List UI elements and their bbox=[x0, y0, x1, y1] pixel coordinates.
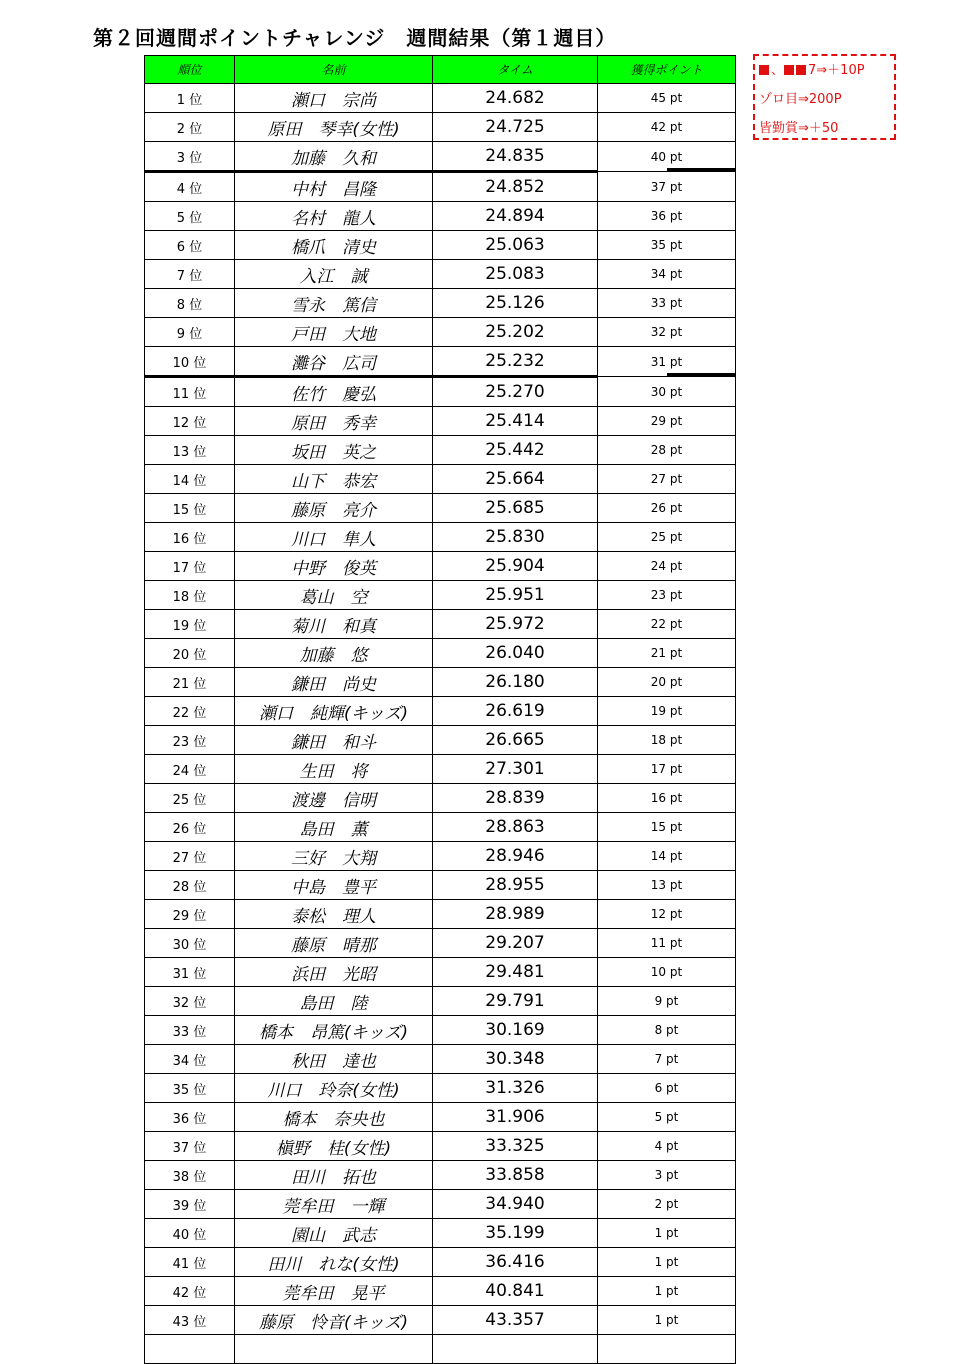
rank-cell: 23 位 bbox=[145, 726, 235, 755]
name-cell: 菊川 和真 bbox=[235, 610, 433, 639]
time-cell bbox=[433, 1335, 598, 1364]
points-cell: 45 pt bbox=[598, 84, 736, 113]
table-row bbox=[145, 202, 736, 231]
table-row bbox=[145, 784, 736, 813]
table-row bbox=[145, 1248, 736, 1277]
time-cell: 30.169 bbox=[433, 1016, 598, 1045]
name-cell: 田川 拓也 bbox=[235, 1161, 433, 1190]
name-cell: 加藤 久和 bbox=[235, 142, 433, 172]
rank-cell: 9 位 bbox=[145, 318, 235, 347]
name-cell: 戸田 大地 bbox=[235, 318, 433, 347]
time-cell: 34.940 bbox=[433, 1190, 598, 1219]
time-cell: 43.357 bbox=[433, 1306, 598, 1335]
rank-cell: 17 位 bbox=[145, 552, 235, 581]
points-cell: 42 pt bbox=[598, 113, 736, 142]
rank-cell: 34 位 bbox=[145, 1045, 235, 1074]
time-cell: 30.348 bbox=[433, 1045, 598, 1074]
rank-cell: 20 位 bbox=[145, 639, 235, 668]
points-cell: 3 pt bbox=[598, 1161, 736, 1190]
name-cell: 生田 将 bbox=[235, 755, 433, 784]
time-cell: 25.202 bbox=[433, 318, 598, 347]
time-cell: 24.894 bbox=[433, 202, 598, 231]
rank-cell: 7 位 bbox=[145, 260, 235, 289]
time-cell: 31.326 bbox=[433, 1074, 598, 1103]
name-cell: 灘谷 広司 bbox=[235, 347, 433, 377]
rank-cell: 8 位 bbox=[145, 289, 235, 318]
name-cell: 川口 隼人 bbox=[235, 523, 433, 552]
table-row bbox=[145, 1306, 736, 1335]
name-cell bbox=[235, 1335, 433, 1364]
points-cell: 1 pt bbox=[598, 1219, 736, 1248]
table-row bbox=[145, 668, 736, 697]
points-cell: 37 pt bbox=[598, 172, 736, 202]
name-cell: 入江 誠 bbox=[235, 260, 433, 289]
points-cell: 17 pt bbox=[598, 755, 736, 784]
table-row bbox=[145, 347, 736, 377]
rank-cell: 1 位 bbox=[145, 84, 235, 113]
time-cell: 25.083 bbox=[433, 260, 598, 289]
points-cell: 35 pt bbox=[598, 231, 736, 260]
rank-cell: 24 位 bbox=[145, 755, 235, 784]
name-cell: 藤原 怜音(キッズ) bbox=[235, 1306, 433, 1335]
table-row bbox=[145, 1074, 736, 1103]
time-cell: 25.414 bbox=[433, 407, 598, 436]
points-cell: 13 pt bbox=[598, 871, 736, 900]
name-cell: 田川 れな(女性) bbox=[235, 1248, 433, 1277]
name-cell: 名村 龍人 bbox=[235, 202, 433, 231]
rank-cell: 5 位 bbox=[145, 202, 235, 231]
red-square-icon bbox=[759, 65, 769, 75]
name-cell: 泰松 理人 bbox=[235, 900, 433, 929]
points-cell: 22 pt bbox=[598, 610, 736, 639]
table-row bbox=[145, 726, 736, 755]
name-cell: 藤原 亮介 bbox=[235, 494, 433, 523]
table-row bbox=[145, 113, 736, 142]
red-square-icon bbox=[784, 65, 794, 75]
table-row bbox=[145, 172, 736, 202]
points-cell: 6 pt bbox=[598, 1074, 736, 1103]
bonus-notes-box bbox=[753, 54, 896, 140]
points-cell: 19 pt bbox=[598, 697, 736, 726]
points-cell: 9 pt bbox=[598, 987, 736, 1016]
table-row bbox=[145, 523, 736, 552]
rank-cell: 41 位 bbox=[145, 1248, 235, 1277]
points-cell: 5 pt bbox=[598, 1103, 736, 1132]
rank-cell: 6 位 bbox=[145, 231, 235, 260]
rank-cell: 16 位 bbox=[145, 523, 235, 552]
name-cell: 鎌田 和斗 bbox=[235, 726, 433, 755]
points-cell: 14 pt bbox=[598, 842, 736, 871]
page-title: 第２回週間ポイントチャレンジ 週間結果（第１週目） bbox=[93, 26, 617, 50]
time-cell: 26.180 bbox=[433, 668, 598, 697]
table-row bbox=[145, 84, 736, 113]
points-cell: 23 pt bbox=[598, 581, 736, 610]
time-cell: 26.619 bbox=[433, 697, 598, 726]
time-cell: 40.841 bbox=[433, 1277, 598, 1306]
name-cell: 槇野 桂(女性) bbox=[235, 1132, 433, 1161]
time-cell: 25.951 bbox=[433, 581, 598, 610]
rank-cell: 3 位 bbox=[145, 142, 235, 172]
time-cell: 25.685 bbox=[433, 494, 598, 523]
name-cell: 橋本 昂篤(キッズ) bbox=[235, 1016, 433, 1045]
rank-cell: 33 位 bbox=[145, 1016, 235, 1045]
time-cell: 24.852 bbox=[433, 172, 598, 202]
time-cell: 29.481 bbox=[433, 958, 598, 987]
rank-cell: 4 位 bbox=[145, 172, 235, 202]
table-row bbox=[145, 929, 736, 958]
name-cell: 浜田 光昭 bbox=[235, 958, 433, 987]
table-row bbox=[145, 581, 736, 610]
rank-cell: 36 位 bbox=[145, 1103, 235, 1132]
points-cell: 20 pt bbox=[598, 668, 736, 697]
time-cell: 25.442 bbox=[433, 436, 598, 465]
table-row bbox=[145, 407, 736, 436]
bonus-note-1 bbox=[759, 58, 890, 87]
points-cell: 34 pt bbox=[598, 260, 736, 289]
name-cell: 橋本 奈央也 bbox=[235, 1103, 433, 1132]
name-cell: 中野 俊英 bbox=[235, 552, 433, 581]
rank-cell: 10 位 bbox=[145, 347, 235, 377]
points-cell: 24 pt bbox=[598, 552, 736, 581]
table-row bbox=[145, 871, 736, 900]
table-row bbox=[145, 318, 736, 347]
points-cell: 21 pt bbox=[598, 639, 736, 668]
time-cell: 26.040 bbox=[433, 639, 598, 668]
red-square-icon bbox=[796, 65, 806, 75]
table-row bbox=[145, 1103, 736, 1132]
rank-cell: 21 位 bbox=[145, 668, 235, 697]
name-cell: 橋爪 清史 bbox=[235, 231, 433, 260]
table-row bbox=[145, 231, 736, 260]
time-cell: 28.946 bbox=[433, 842, 598, 871]
rank-cell: 32 位 bbox=[145, 987, 235, 1016]
time-cell: 28.839 bbox=[433, 784, 598, 813]
rank-cell: 27 位 bbox=[145, 842, 235, 871]
table-row bbox=[145, 1190, 736, 1219]
bonus-note-2: ゾロ目⇒200P bbox=[759, 92, 842, 107]
rank-cell: 31 位 bbox=[145, 958, 235, 987]
results-body bbox=[145, 84, 736, 1364]
table-row bbox=[145, 697, 736, 726]
points-cell: 18 pt bbox=[598, 726, 736, 755]
rank-cell: 42 位 bbox=[145, 1277, 235, 1306]
rank-cell: 25 位 bbox=[145, 784, 235, 813]
rank-cell: 43 位 bbox=[145, 1306, 235, 1335]
table-row bbox=[145, 465, 736, 494]
bonus-note-1-sep: 、 bbox=[771, 63, 785, 78]
table-row bbox=[145, 900, 736, 929]
time-cell: 25.126 bbox=[433, 289, 598, 318]
rank-cell: 26 位 bbox=[145, 813, 235, 842]
name-cell: 中島 豊平 bbox=[235, 871, 433, 900]
rank-cell: 18 位 bbox=[145, 581, 235, 610]
table-row bbox=[145, 1335, 736, 1364]
name-cell: 川口 玲奈(女性) bbox=[235, 1074, 433, 1103]
time-cell: 36.416 bbox=[433, 1248, 598, 1277]
points-cell: 1 pt bbox=[598, 1277, 736, 1306]
rank-cell: 29 位 bbox=[145, 900, 235, 929]
time-cell: 28.989 bbox=[433, 900, 598, 929]
name-cell: 葛山 空 bbox=[235, 581, 433, 610]
name-cell: 渡邊 信明 bbox=[235, 784, 433, 813]
table-row bbox=[145, 1016, 736, 1045]
time-cell: 33.858 bbox=[433, 1161, 598, 1190]
table-row bbox=[145, 842, 736, 871]
points-cell: 27 pt bbox=[598, 465, 736, 494]
bonus-note-3: 皆勤賞⇒＋50 bbox=[759, 121, 839, 136]
table-row bbox=[145, 377, 736, 407]
points-cell: 7 pt bbox=[598, 1045, 736, 1074]
table-row bbox=[145, 494, 736, 523]
time-cell: 28.863 bbox=[433, 813, 598, 842]
results-table bbox=[144, 55, 736, 1364]
time-cell: 27.301 bbox=[433, 755, 598, 784]
points-cell: 2 pt bbox=[598, 1190, 736, 1219]
points-cell: 32 pt bbox=[598, 318, 736, 347]
name-cell: 坂田 英之 bbox=[235, 436, 433, 465]
points-cell: 4 pt bbox=[598, 1132, 736, 1161]
points-cell: 28 pt bbox=[598, 436, 736, 465]
table-row bbox=[145, 1045, 736, 1074]
rank-cell: 12 位 bbox=[145, 407, 235, 436]
points-cell: 26 pt bbox=[598, 494, 736, 523]
name-cell: 三好 大翔 bbox=[235, 842, 433, 871]
table-row bbox=[145, 552, 736, 581]
bonus-note-1-text: 7⇒＋10P bbox=[808, 63, 865, 78]
name-cell: 秋田 達也 bbox=[235, 1045, 433, 1074]
time-cell: 25.972 bbox=[433, 610, 598, 639]
table-row bbox=[145, 260, 736, 289]
points-cell: 36 pt bbox=[598, 202, 736, 231]
table-row bbox=[145, 436, 736, 465]
table-row bbox=[145, 813, 736, 842]
rank-cell: 40 位 bbox=[145, 1219, 235, 1248]
name-cell: 藤原 晴那 bbox=[235, 929, 433, 958]
table-row bbox=[145, 1219, 736, 1248]
header-points: 獲得ポイント bbox=[598, 56, 736, 84]
time-cell: 25.063 bbox=[433, 231, 598, 260]
points-cell: 25 pt bbox=[598, 523, 736, 552]
time-cell: 26.665 bbox=[433, 726, 598, 755]
time-cell: 25.904 bbox=[433, 552, 598, 581]
points-cell: 1 pt bbox=[598, 1248, 736, 1277]
name-cell: 原田 秀幸 bbox=[235, 407, 433, 436]
table-row bbox=[145, 639, 736, 668]
time-cell: 25.270 bbox=[433, 377, 598, 407]
rank-cell: 22 位 bbox=[145, 697, 235, 726]
name-cell: 莞牟田 晃平 bbox=[235, 1277, 433, 1306]
time-cell: 29.207 bbox=[433, 929, 598, 958]
table-row bbox=[145, 987, 736, 1016]
points-cell: 10 pt bbox=[598, 958, 736, 987]
name-cell: 瀬口 純輝(キッズ) bbox=[235, 697, 433, 726]
name-cell: 園山 武志 bbox=[235, 1219, 433, 1248]
rank-cell: 11 位 bbox=[145, 377, 235, 407]
time-cell: 25.830 bbox=[433, 523, 598, 552]
table-row bbox=[145, 958, 736, 987]
name-cell: 加藤 悠 bbox=[235, 639, 433, 668]
time-cell: 29.791 bbox=[433, 987, 598, 1016]
points-cell: 16 pt bbox=[598, 784, 736, 813]
rank-cell: 30 位 bbox=[145, 929, 235, 958]
header-time: タイム bbox=[433, 56, 598, 84]
table-row bbox=[145, 610, 736, 639]
name-cell: 原田 琴幸(女性) bbox=[235, 113, 433, 142]
time-cell: 24.835 bbox=[433, 142, 598, 172]
rank-cell: 15 位 bbox=[145, 494, 235, 523]
points-cell: 33 pt bbox=[598, 289, 736, 318]
rank-cell: 13 位 bbox=[145, 436, 235, 465]
time-cell: 28.955 bbox=[433, 871, 598, 900]
time-cell: 25.664 bbox=[433, 465, 598, 494]
rank-cell: 14 位 bbox=[145, 465, 235, 494]
time-cell: 35.199 bbox=[433, 1219, 598, 1248]
points-cell: 29 pt bbox=[598, 407, 736, 436]
name-cell: 島田 陸 bbox=[235, 987, 433, 1016]
time-cell: 31.906 bbox=[433, 1103, 598, 1132]
points-cell: 8 pt bbox=[598, 1016, 736, 1045]
rank-cell bbox=[145, 1335, 235, 1364]
points-cell: 1 pt bbox=[598, 1306, 736, 1335]
rank-cell: 2 位 bbox=[145, 113, 235, 142]
name-cell: 中村 昌隆 bbox=[235, 172, 433, 202]
name-cell: 莞牟田 一輝 bbox=[235, 1190, 433, 1219]
points-cell: 15 pt bbox=[598, 813, 736, 842]
name-cell: 瀬口 宗尚 bbox=[235, 84, 433, 113]
rank-cell: 19 位 bbox=[145, 610, 235, 639]
header-rank: 順位 bbox=[145, 56, 235, 84]
rank-cell: 37 位 bbox=[145, 1132, 235, 1161]
table-row bbox=[145, 289, 736, 318]
name-cell: 雪永 篤信 bbox=[235, 289, 433, 318]
time-cell: 25.232 bbox=[433, 347, 598, 377]
name-cell: 鎌田 尚史 bbox=[235, 668, 433, 697]
points-cell: 11 pt bbox=[598, 929, 736, 958]
name-cell: 山下 恭宏 bbox=[235, 465, 433, 494]
table-row bbox=[145, 1161, 736, 1190]
rank-cell: 38 位 bbox=[145, 1161, 235, 1190]
table-row bbox=[145, 142, 736, 172]
points-cell: 40 pt bbox=[598, 142, 736, 172]
time-cell: 33.325 bbox=[433, 1132, 598, 1161]
rank-cell: 28 位 bbox=[145, 871, 235, 900]
header-name: 名前 bbox=[235, 56, 433, 84]
name-cell: 島田 薫 bbox=[235, 813, 433, 842]
table-row bbox=[145, 1132, 736, 1161]
points-cell bbox=[598, 1335, 736, 1364]
rank-cell: 35 位 bbox=[145, 1074, 235, 1103]
points-cell: 31 pt bbox=[598, 347, 736, 377]
points-cell: 30 pt bbox=[598, 377, 736, 407]
table-row bbox=[145, 1277, 736, 1306]
time-cell: 24.682 bbox=[433, 84, 598, 113]
rank-cell: 39 位 bbox=[145, 1190, 235, 1219]
table-row bbox=[145, 755, 736, 784]
header-row bbox=[145, 56, 736, 84]
name-cell: 佐竹 慶弘 bbox=[235, 377, 433, 407]
time-cell: 24.725 bbox=[433, 113, 598, 142]
points-cell: 12 pt bbox=[598, 900, 736, 929]
